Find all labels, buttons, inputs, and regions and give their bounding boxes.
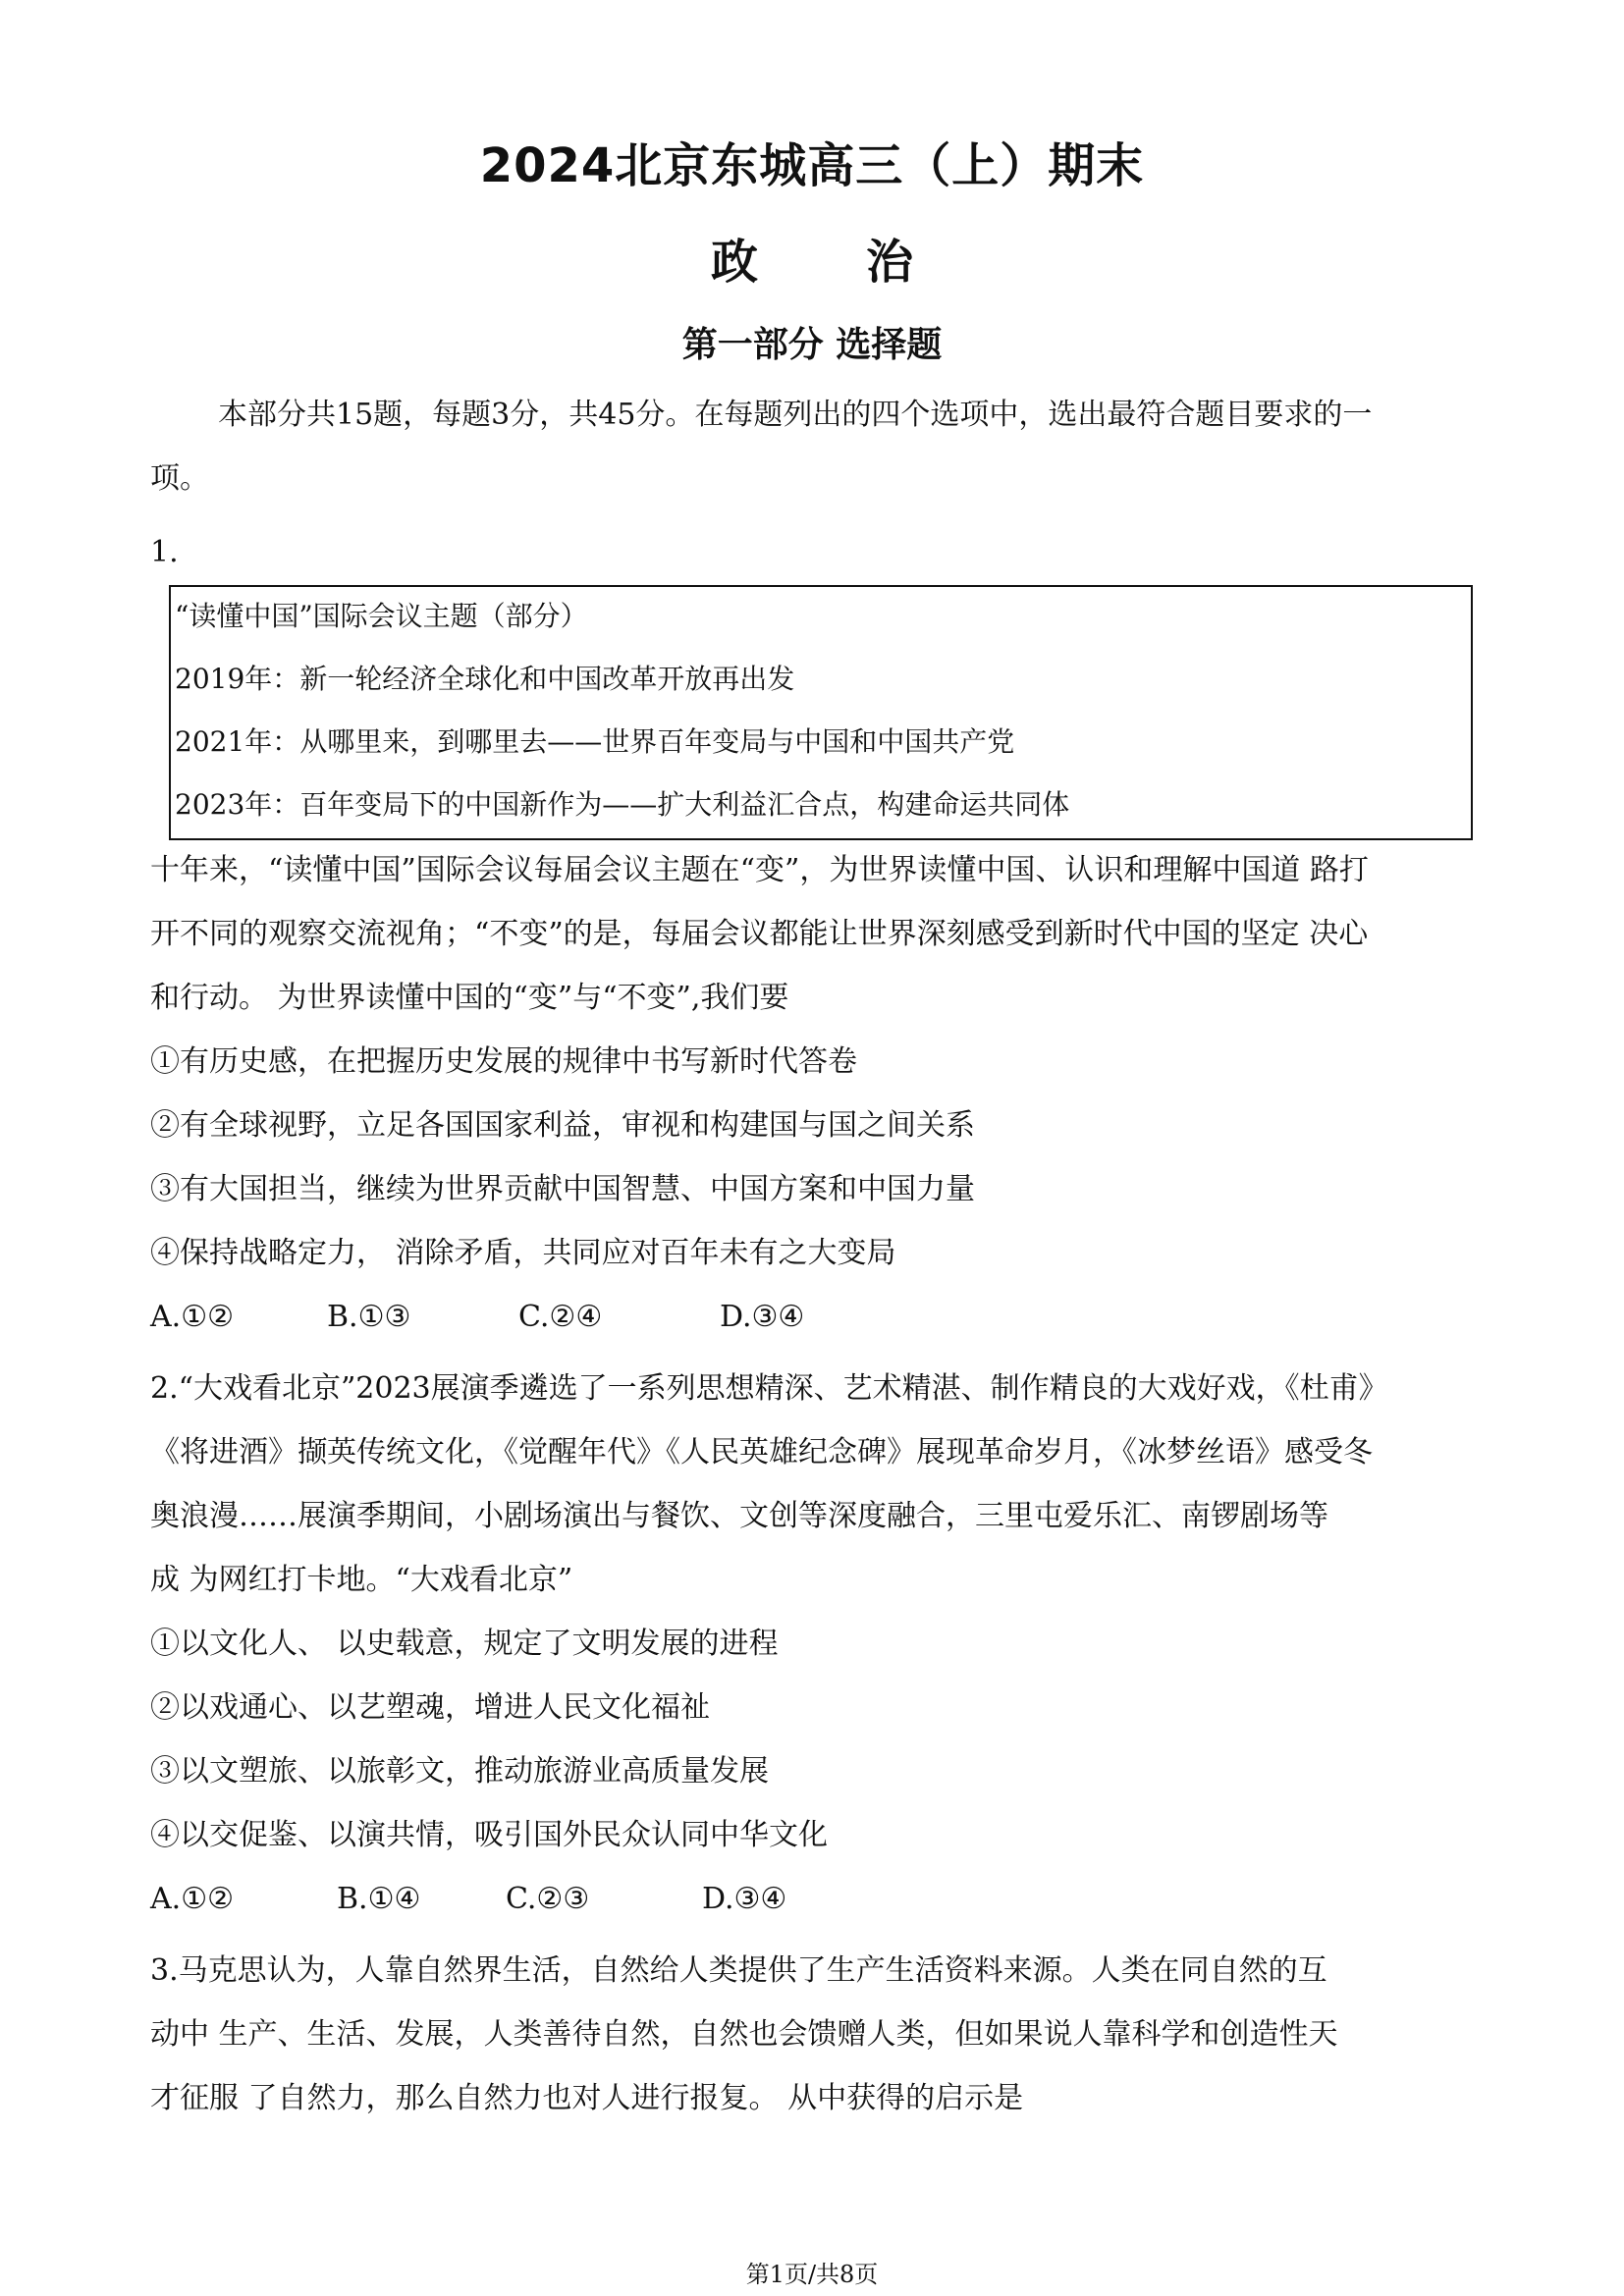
- q3-stem-line: 才征服 了自然力，那么自然力也对人进行报复。 从中获得的启示是: [150, 2081, 1024, 2115]
- box-row: 2023年：百年变局下的中国新作为——扩大利益汇合点，构建命运共同体: [175, 788, 1070, 821]
- q1-option-c: C.②④: [518, 1300, 603, 1334]
- q3-stem-line: 动中 生产、生活、发展，人类善待自然，自然也会馈赠人类，但如果说人靠科学和创造性天: [150, 2017, 1338, 2052]
- q2-stem-line: 成 为网红打卡地。“大戏看北京”: [150, 1563, 573, 1597]
- q2-statement: ④以交促鉴、以演共情，吸引国外民众认同中华文化: [150, 1818, 828, 1852]
- q2-statement: ②以戏通心、以艺塑魂，增进人民文化福祉: [150, 1690, 710, 1725]
- page-title: 2024北京东城高三（上）期末: [479, 138, 1145, 193]
- subject-heading: 政治: [710, 235, 1021, 290]
- q2-statement: ①以文化人、 以史载意，规定了文明发展的进程: [150, 1627, 779, 1661]
- conference-theme-box: [169, 585, 1473, 840]
- q1-stem-line: 十年来，“读懂中国”国际会议每届会议主题在“变”，为世界读懂中国、认识和理解中国道 路打: [150, 853, 1369, 887]
- q1-option-b: B.①③: [327, 1300, 411, 1334]
- q1-option-a: A.①②: [150, 1300, 234, 1334]
- page-footer: 第1页/共8页: [745, 2261, 879, 2288]
- q2-option-b: B.①④: [337, 1882, 421, 1916]
- q1-statement: ②有全球视野，立足各国国家利益，审视和构建国与国之间关系: [150, 1108, 975, 1143]
- q1-statement: ④保持战略定力， 消除矛盾，共同应对百年未有之大变局: [150, 1236, 896, 1270]
- q1-option-d: D.③④: [720, 1300, 805, 1334]
- q2-stem-line: 《将进酒》撷英传统文化，《觉醒年代》《人民英雄纪念碑》展现革命岁月，《冰梦丝语》感受冬: [150, 1435, 1373, 1469]
- q2-stem-line: 奥浪漫……展演季期间，小剧场演出与餐饮、文创等深度融合，三里屯爱乐汇、南锣剧场等: [150, 1499, 1328, 1533]
- q1-options: [150, 1300, 805, 1334]
- instructions-line-2: 项。: [150, 461, 209, 496]
- q2-option-d: D.③④: [702, 1882, 787, 1916]
- q1-stem-line: 和行动。 为世界读懂中国的“变”与“不变”,我们要: [150, 981, 789, 1015]
- q2-options: [150, 1882, 787, 1916]
- q1-number: 1.: [150, 535, 179, 569]
- q1-statement: ③有大国担当，继续为世界贡献中国智慧、中国方案和中国力量: [150, 1172, 975, 1206]
- box-row: 2019年：新一轮经济全球化和中国改革开放再出发: [175, 663, 795, 695]
- q1-stem-line: 开不同的观察交流视角；“不变”的是，每届会议都能让世界深刻感受到新时代中国的坚定 决心: [150, 917, 1369, 951]
- section-heading: 第一部分 选择题: [681, 325, 943, 365]
- q1-statement: ①有历史感，在把握历史发展的规律中书写新时代答卷: [150, 1044, 857, 1079]
- q2-stem-line: 2.“大戏看北京”2023展演季遴选了一系列思想精深、艺术精湛、制作精良的大戏好戏，《杜甫》: [150, 1371, 1388, 1406]
- q2-option-a: A.①②: [150, 1882, 234, 1916]
- q2-statement: ③以文塑旅、以旅彰文，推动旅游业高质量发展: [150, 1754, 769, 1789]
- q3-stem-line: 3.马克思认为，人靠自然界生活，自然给人类提供了生产生活资料来源。人类在同自然的互: [150, 1953, 1327, 1988]
- box-row: 2021年：从哪里来，到哪里去——世界百年变局与中国和中国共产党: [175, 725, 1015, 758]
- instructions-line-1: 本部分共15题，每题3分，共45分。在每题列出的四个选项中，选出最符合题目要求的一: [218, 398, 1373, 432]
- box-heading: “读懂中国”国际会议主题（部分）: [175, 600, 588, 632]
- q2-option-c: C.②③: [506, 1882, 590, 1916]
